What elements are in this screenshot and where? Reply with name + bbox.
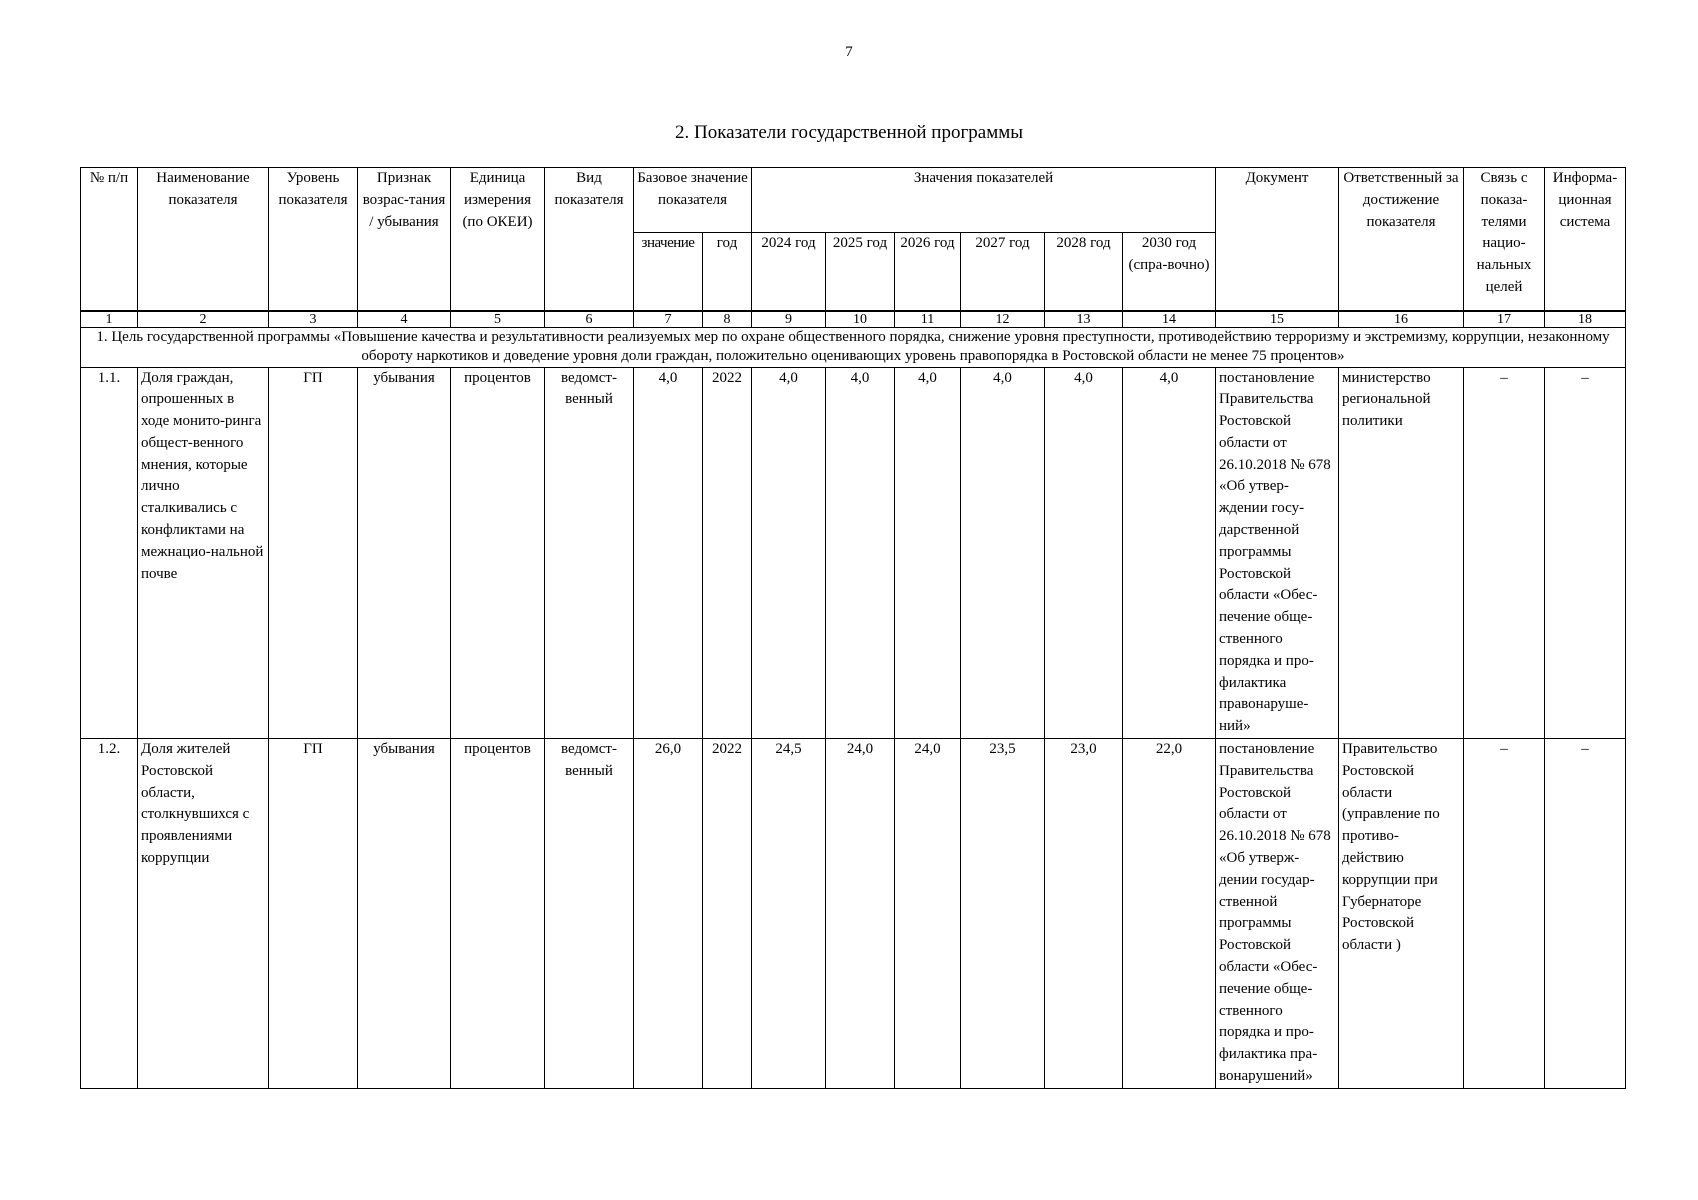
value-2024: 4,0 [752, 367, 826, 739]
indicator-level: ГП [269, 367, 358, 739]
responsible: министерство региональной политики [1339, 367, 1464, 739]
base-value: 26,0 [634, 739, 703, 1089]
header-responsible: Ответственный за достижение показателя [1339, 168, 1464, 311]
document: постановление Правительства Ростовской области от 26.10.2018 № 678 «Об утвер-ждении госу-дарственной программы Ростовской области «Обес-печение обще-ственного порядка и про-филактика правонаруше-ний» [1216, 367, 1339, 739]
column-number: 2 [138, 311, 269, 328]
information-system: – [1545, 367, 1626, 739]
header-2030: 2030 год (спра-вочно) [1123, 233, 1216, 311]
value-2025: 24,0 [826, 739, 895, 1089]
indicator-kind: ведомст-венный [545, 739, 634, 1089]
header-row [81, 168, 1626, 233]
program-goal: 1. Цель государственной программы «Повышение качества и результативности реализуемых мер по охране общественного порядка, снижение уровня преступности, противодействию терроризму и экстремизму, коррупции, незаконному обороту наркотиков и доведение уровня доли граждан, положительно оценивающих уровень правопорядка в Ростовской области не менее 75 процентов» [81, 327, 1626, 367]
document: постановление Правительства Ростовской области от 26.10.2018 № 678 «Об утверж-дении государ-ственной программы Ростовской области «Обес-печение обще-ственного порядка и про-филактика пра-вонарушений» [1216, 739, 1339, 1089]
indicator-name: Доля граждан, опрошенных в ходе монито-ринга общест-венного мнения, которые лично сталкивались с конфликтами на межнацио-нальной почве [138, 367, 269, 739]
value-2027: 23,5 [961, 739, 1045, 1089]
header-level: Уровень показателя [269, 168, 358, 311]
base-year: 2022 [703, 739, 752, 1089]
header-2025: 2025 год [826, 233, 895, 311]
table-row [81, 367, 1626, 739]
header-infosys: Информа-ционная система [1545, 168, 1626, 311]
information-system: – [1545, 739, 1626, 1089]
indicator-level: ГП [269, 739, 358, 1089]
header-2024: 2024 год [752, 233, 826, 311]
column-number: 10 [826, 311, 895, 328]
value-2028: 23,0 [1045, 739, 1123, 1089]
value-2026: 4,0 [895, 367, 961, 739]
indicator-kind: ведомст-венный [545, 367, 634, 739]
value-2030: 4,0 [1123, 367, 1216, 739]
indicator-trend: убывания [358, 739, 451, 1089]
national-goals-link: – [1464, 739, 1545, 1089]
column-number: 1 [81, 311, 138, 328]
value-2025: 4,0 [826, 367, 895, 739]
column-number: 3 [269, 311, 358, 328]
header-kind: Вид показателя [545, 168, 634, 311]
column-number: 9 [752, 311, 826, 328]
row-num: 1.1. [81, 367, 138, 739]
header-base: Базовое значение показателя [634, 168, 752, 233]
indicator-unit: процентов [451, 739, 545, 1089]
column-number: 12 [961, 311, 1045, 328]
header-num: № п/п [81, 168, 138, 311]
value-2027: 4,0 [961, 367, 1045, 739]
indicator-trend: убывания [358, 367, 451, 739]
value-2024: 24,5 [752, 739, 826, 1089]
header-link: Связь с показа-телями нацио-нальных целей [1464, 168, 1545, 311]
header-name: Наименование показателя [138, 168, 269, 311]
column-number: 6 [545, 311, 634, 328]
column-number-row [81, 311, 1626, 328]
header-values: Значения показателей [752, 168, 1216, 233]
column-number: 16 [1339, 311, 1464, 328]
base-year: 2022 [703, 367, 752, 739]
value-2030: 22,0 [1123, 739, 1216, 1089]
value-2026: 24,0 [895, 739, 961, 1089]
row-num: 1.2. [81, 739, 138, 1089]
column-number: 4 [358, 311, 451, 328]
column-number: 15 [1216, 311, 1339, 328]
column-number: 13 [1045, 311, 1123, 328]
column-number: 18 [1545, 311, 1626, 328]
responsible: Правительство Ростовской области (управление по противо-действию коррупции при Губернаторе Ростовской области ) [1339, 739, 1464, 1089]
column-number: 8 [703, 311, 752, 328]
table-row [81, 739, 1626, 1089]
indicators-table [80, 167, 1626, 1089]
header-trend: Признак возрас-тания / убывания [358, 168, 451, 311]
column-number: 11 [895, 311, 961, 328]
page-number: 7 [845, 44, 853, 60]
value-2028: 4,0 [1045, 367, 1123, 739]
goal-row [81, 327, 1626, 367]
base-value: 4,0 [634, 367, 703, 739]
header-base-year: год [703, 233, 752, 311]
header-unit: Единица измерения (по ОКЕИ) [451, 168, 545, 311]
indicator-name: Доля жителей Ростовской области, столкнувшихся с проявлениями коррупции [138, 739, 269, 1089]
header-document: Документ [1216, 168, 1339, 311]
header-2026: 2026 год [895, 233, 961, 311]
column-number: 7 [634, 311, 703, 328]
column-number: 5 [451, 311, 545, 328]
header-2028: 2028 год [1045, 233, 1123, 311]
section-title: 2. Показатели государственной программы [674, 122, 1024, 143]
header-base-value: значение [634, 233, 703, 311]
column-number: 17 [1464, 311, 1545, 328]
indicator-unit: процентов [451, 367, 545, 739]
header-2027: 2027 год [961, 233, 1045, 311]
national-goals-link: – [1464, 367, 1545, 739]
column-number: 14 [1123, 311, 1216, 328]
